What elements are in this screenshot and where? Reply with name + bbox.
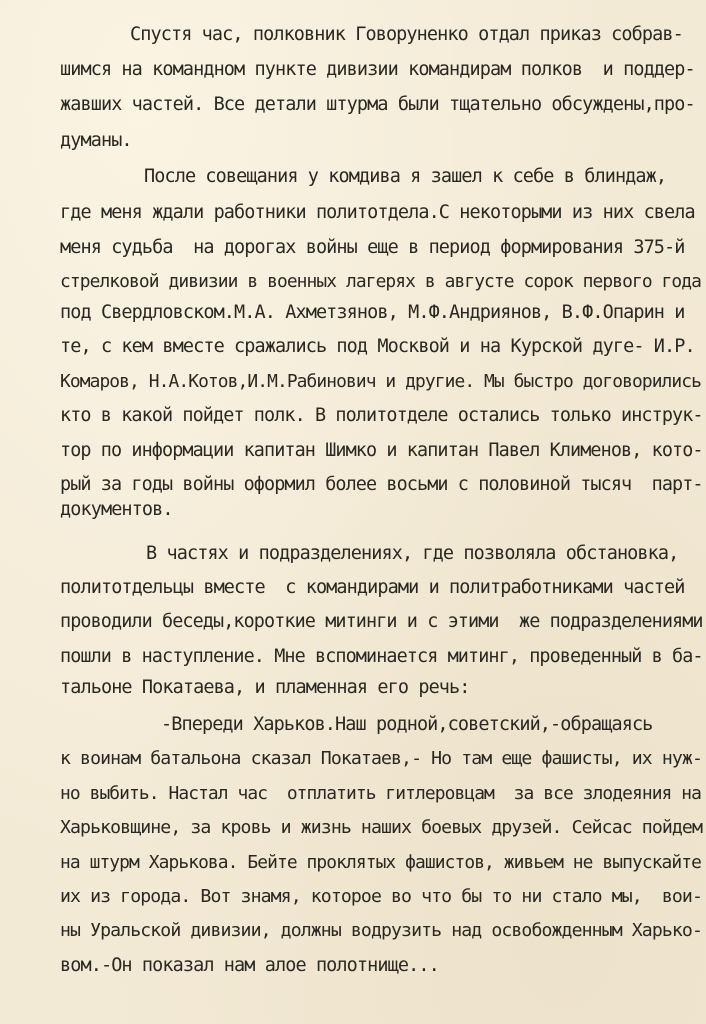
text-line: на штурм Харькова. Бейте проклятых фашистов, живьем не выпускайте (60, 852, 702, 873)
text-line: пошли в наступление. Мне вспоминается митинг, проведенный в ба- (60, 646, 703, 667)
text-line: проводили беседы,короткие митинги и с этими же подразделениями (60, 611, 703, 632)
text-line: меня судьба на дорогах войны еще в период формирования 375-й (60, 237, 685, 258)
text-line: где меня ждали работники политотдела.С некоторыми из них свела (60, 202, 695, 223)
text-line: думаны. (60, 130, 132, 151)
text-line: под Свердловском.М.А. Ахметзянов, М.Ф.Андриянов, В.Ф.Опарин и (60, 302, 685, 323)
text-line: -Впереди Харьков.Наш родной,советский,-обращаясь (161, 714, 653, 735)
text-line: Спустя час, полковник Говоруненко отдал приказ собрав- (130, 24, 683, 45)
text-line: тор по информации капитан Шимко и капитан Павел Клименов, кото- (60, 440, 703, 461)
text-line: Харьковщине, за кровь и жизнь наших боевых друзей. Сейсас пойдем (60, 817, 702, 838)
text-line: тальоне Покатаева, и пламенная его речь: (60, 677, 470, 698)
text-line: документов. (60, 499, 173, 520)
text-line: их из города. Вот знамя, которое во что бы то ни стало мы, вои- (60, 886, 702, 907)
text-line: вом.-Он показал нам алое полотнище... (60, 955, 439, 976)
text-line: ны Уральской дивизии, должны водрузить над освобожденным Харько- (60, 920, 702, 941)
text-line: политотдельцы вместе с командирами и политработниками частей (60, 577, 685, 598)
text-line: но выбить. Настал час отплатить гитлеровцам за все злодеяния на (60, 783, 702, 804)
text-line: жавших частей. Все детали штурма были тщательно обсуждены,про- (60, 94, 695, 115)
text-line: кто в какой пойдет полк. В политотделе остались только инструк- (60, 405, 703, 426)
text-line: В частях и подразделениях, где позволяла обстановка, (146, 543, 679, 564)
text-line: к воинам батальона сказал Покатаев,- Но там еще фашисты, их нуж- (60, 748, 702, 769)
text-line: После совещания у комдива я зашел к себе в блиндаж, (144, 166, 667, 187)
text-line: шимся на командном пункте дивизии командирам полков и поддер- (60, 59, 695, 80)
text-line: Комаров, Н.А.Котов,И.М.Рабинович и другие. Мы быстро договорились (60, 371, 702, 392)
text-line: рый за годы войны оформил более восьми с половиной тысяч парт- (60, 474, 703, 495)
text-line: стрелковой дивизии в военных лагерях в августе сорок первого года (60, 271, 702, 292)
text-line: те, с кем вместе сражались под Москвой и на Курской дуге- И.Р. (60, 336, 695, 357)
